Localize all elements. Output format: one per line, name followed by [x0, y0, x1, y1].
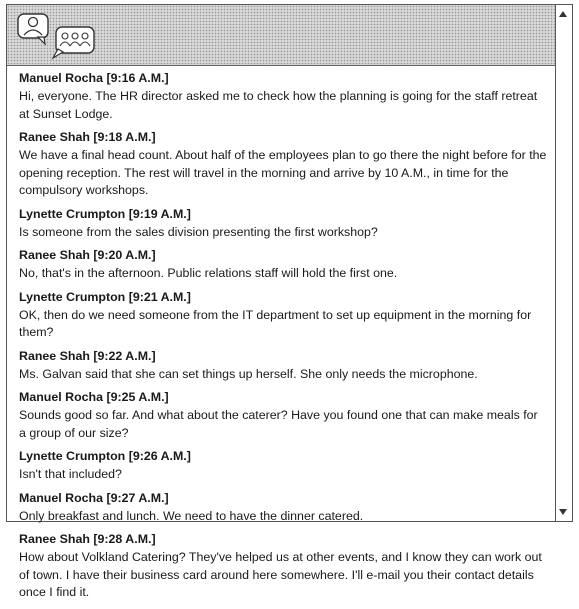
- message-text: Is someone from the sales division presenting the first workshop?: [19, 224, 378, 239]
- message-time: [9:18 A.M.]: [93, 130, 156, 144]
- sender-name: Ranee Shah: [19, 130, 90, 144]
- message-text: We have a final head count. About half of the employees plan to go there the night before for the opening reception. The rest will travel in the morning and arrive by 10 A.M., in time for the compulsory workshops.: [19, 148, 547, 197]
- sender-name: Manuel Rocha: [19, 390, 103, 404]
- message-text: Isn't that included?: [19, 467, 122, 481]
- message-text: Ms. Galvan said that she can set things up herself. She only needs the microphone.: [19, 366, 478, 381]
- message-time: [9:26 A.M.]: [128, 449, 191, 463]
- scroll-down-arrow-icon[interactable]: [559, 509, 567, 515]
- vertical-scrollbar[interactable]: [555, 5, 572, 521]
- chat-message: [19, 130, 547, 200]
- message-time: [9:19 A.M.]: [128, 206, 191, 221]
- message-text: Only breakfast and lunch. We need to have the dinner catered.: [19, 508, 364, 523]
- chat-message: [19, 349, 547, 384]
- message-time: [9:28 A.M.]: [93, 532, 156, 546]
- message-time: [9:27 A.M.]: [106, 490, 169, 505]
- message-text: OK, then do we need someone from the IT department to set up equipment in the morning for them?: [19, 307, 532, 339]
- sender-name: Lynette Crumpton: [19, 289, 126, 304]
- sender-name: Ranee Shah: [19, 532, 90, 546]
- scroll-up-arrow-icon[interactable]: [559, 11, 567, 17]
- chat-message: [19, 248, 547, 283]
- message-time: [9:20 A.M.]: [93, 248, 156, 262]
- sender-name: Ranee Shah: [19, 348, 90, 363]
- group-chat-icon: [15, 11, 95, 61]
- chat-message: [19, 449, 547, 484]
- sender-name: Ranee Shah: [19, 248, 90, 262]
- message-text: How about Volkland Catering? They've helped us at other events, and I know they can work out of town. I have their business card around here somewhere. I'll e-mail you their contact details once I find it.: [19, 550, 542, 599]
- chat-message: [19, 491, 547, 526]
- chat-message: [19, 71, 547, 123]
- message-time: [9:21 A.M.]: [128, 289, 191, 304]
- message-text: Sounds good so far. And what about the caterer? Have you found one that can make meals for a group of our size?: [19, 408, 538, 440]
- sender-name: Lynette Crumpton: [19, 449, 126, 463]
- sender-name: Lynette Crumpton: [19, 206, 126, 221]
- chat-message: [19, 290, 547, 342]
- sender-name: Manuel Rocha: [19, 490, 103, 505]
- chat-header: [7, 5, 555, 66]
- chat-window: [6, 4, 573, 599]
- message-text: No, that's in the afternoon. Public relations staff will hold the first one.: [19, 266, 398, 280]
- message-time: [9:22 A.M.]: [93, 348, 156, 363]
- chat-message: [19, 390, 547, 442]
- chat-message: [19, 532, 547, 602]
- message-text: Hi, everyone. The HR director asked me to check how the planning is going for the staff retreat at Sunset Lodge.: [19, 89, 538, 121]
- message-time: [9:25 A.M.]: [106, 390, 169, 404]
- message-time: [9:16 A.M.]: [106, 71, 169, 85]
- chat-message: [19, 207, 547, 242]
- sender-name: Manuel Rocha: [19, 71, 103, 85]
